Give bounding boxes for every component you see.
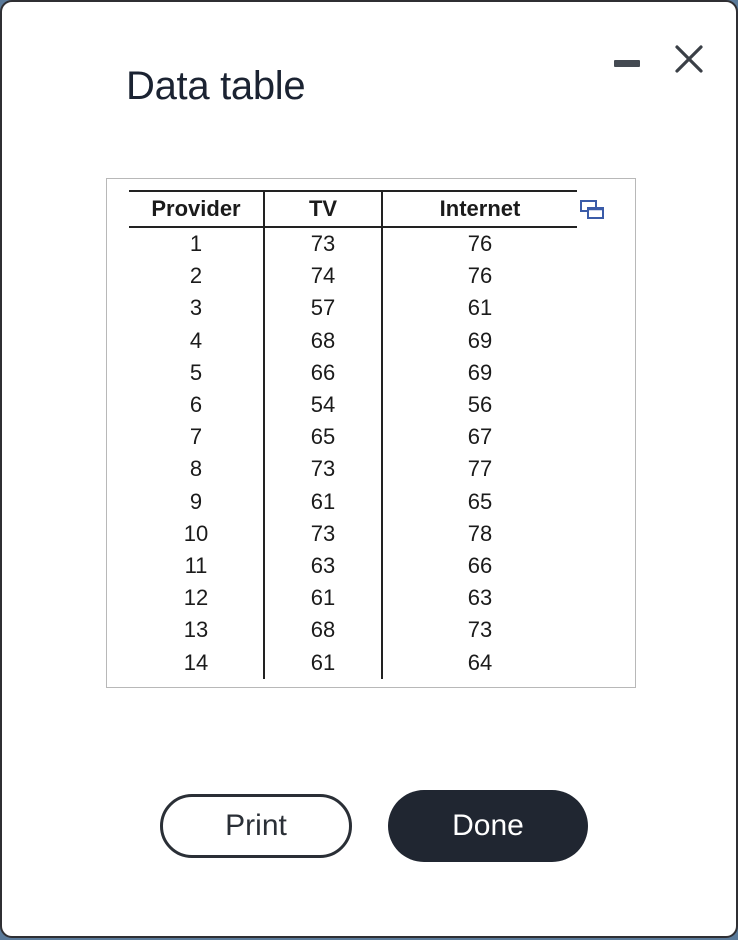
cell-internet: 73 — [382, 614, 577, 646]
minimize-button[interactable] — [606, 48, 642, 78]
table-row — [129, 582, 577, 614]
minimize-icon — [614, 60, 640, 67]
table-row — [129, 325, 577, 357]
cell-internet: 78 — [382, 518, 577, 550]
cell-internet: 56 — [382, 389, 577, 421]
cell-provider: 1 — [189, 231, 203, 257]
cell-provider: 4 — [189, 327, 203, 353]
table-row — [129, 260, 577, 292]
cell-tv: 66 — [264, 357, 382, 389]
table-row — [129, 389, 577, 421]
table-row — [129, 486, 577, 518]
table-row — [129, 518, 577, 550]
table-row — [129, 550, 577, 582]
cell-provider: 14 — [183, 649, 209, 675]
cell-tv: 73 — [264, 453, 382, 485]
cell-provider: 13 — [183, 617, 209, 643]
print-button[interactable]: Print — [160, 794, 352, 858]
close-button[interactable] — [670, 40, 708, 78]
column-header-internet: Internet — [382, 191, 577, 227]
cell-tv: 61 — [264, 582, 382, 614]
cell-internet: 77 — [382, 453, 577, 485]
cell-provider: 12 — [183, 585, 209, 611]
copy-table-button[interactable] — [579, 199, 605, 221]
cell-tv: 68 — [264, 325, 382, 357]
table-header-row — [129, 191, 577, 227]
cell-internet: 66 — [382, 550, 577, 582]
cell-provider: 10 — [183, 520, 209, 546]
dialog-title: Data table — [126, 64, 306, 108]
cell-internet: 67 — [382, 421, 577, 453]
table-row — [129, 227, 577, 260]
cell-tv: 65 — [264, 421, 382, 453]
cell-internet: 65 — [382, 486, 577, 518]
cell-tv: 74 — [264, 260, 382, 292]
column-header-tv: TV — [264, 191, 382, 227]
table-row — [129, 292, 577, 324]
cell-tv: 73 — [264, 518, 382, 550]
done-button[interactable]: Done — [388, 790, 588, 862]
cell-internet: 61 — [382, 292, 577, 324]
cell-tv: 57 — [264, 292, 382, 324]
data-table — [129, 190, 577, 679]
cell-internet: 64 — [382, 646, 577, 678]
table-row — [129, 646, 577, 678]
table-row — [129, 357, 577, 389]
cell-tv: 73 — [264, 227, 382, 260]
cell-provider: 6 — [189, 392, 203, 418]
cell-tv: 54 — [264, 389, 382, 421]
cell-provider: 7 — [189, 424, 203, 450]
table-body — [129, 227, 577, 679]
cell-internet: 76 — [382, 227, 577, 260]
cell-internet: 69 — [382, 325, 577, 357]
cell-provider: 5 — [189, 359, 203, 385]
table-row — [129, 421, 577, 453]
cell-tv: 68 — [264, 614, 382, 646]
copy-icon — [579, 199, 605, 221]
cell-internet: 76 — [382, 260, 577, 292]
table-row — [129, 453, 577, 485]
cell-provider: 2 — [189, 263, 203, 289]
cell-provider: 3 — [189, 295, 203, 321]
data-table-frame — [106, 178, 636, 688]
cell-provider: 9 — [189, 488, 203, 514]
cell-tv: 63 — [264, 550, 382, 582]
cell-provider: 11 — [184, 552, 208, 578]
cell-internet: 63 — [382, 582, 577, 614]
cell-provider: 8 — [189, 456, 203, 482]
cell-internet: 69 — [382, 357, 577, 389]
cell-tv: 61 — [264, 486, 382, 518]
table-row — [129, 614, 577, 646]
close-icon — [670, 40, 708, 78]
column-header-provider: Provider — [129, 191, 264, 227]
cell-tv: 61 — [264, 646, 382, 678]
